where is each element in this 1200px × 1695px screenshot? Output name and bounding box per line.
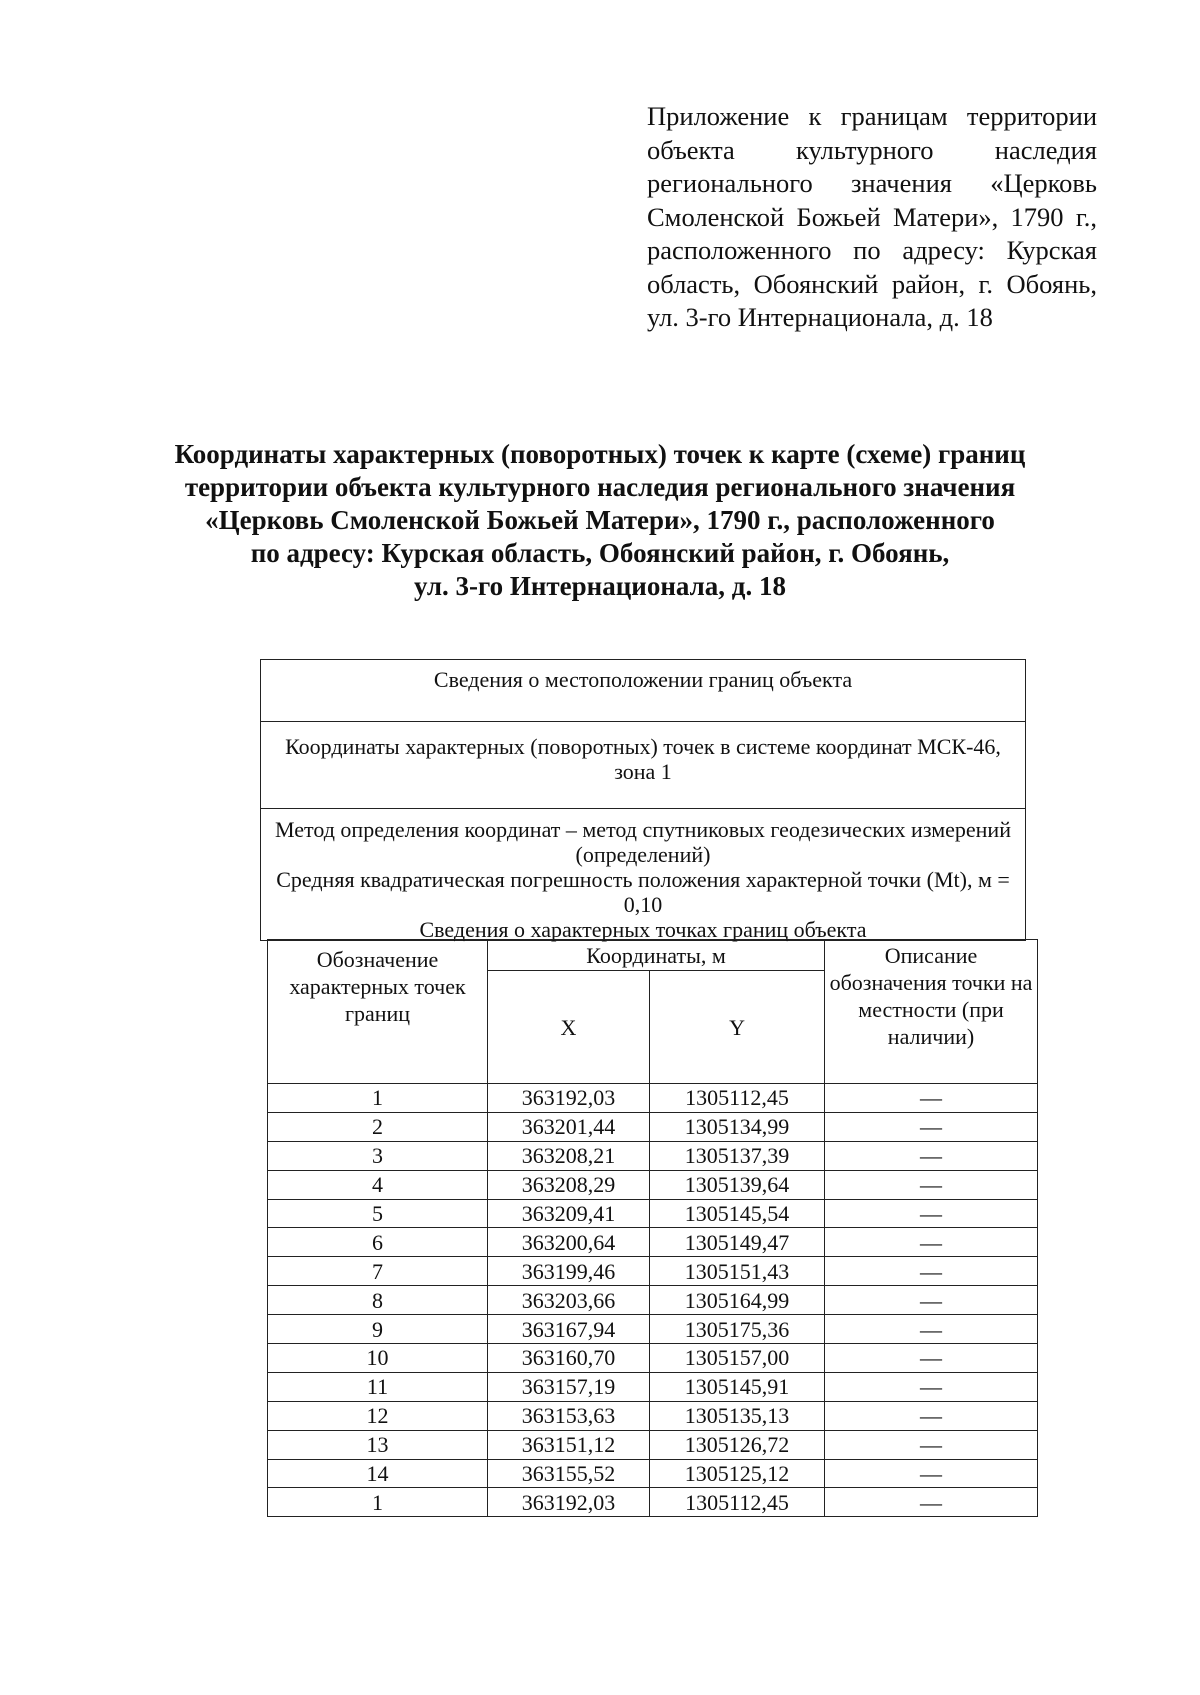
- table-row: [268, 1315, 1038, 1344]
- table-row: [268, 1084, 1038, 1113]
- cell-x: 363208,21: [488, 1141, 650, 1170]
- document-title: [150, 438, 1050, 603]
- table-row: [268, 1170, 1038, 1199]
- accuracy-text: Средняя квадратическая погрешность положения характерной точки (Mt), м = 0,10: [276, 867, 1010, 917]
- coord-system-info: Координаты характерных (поворотных) точек в системе координат МСК-46, зона 1: [261, 722, 1025, 809]
- cell-x: 363155,52: [488, 1459, 650, 1488]
- cell-x: 363151,12: [488, 1430, 650, 1459]
- cell-description: —: [825, 1459, 1038, 1488]
- cell-description: —: [825, 1372, 1038, 1401]
- cell-y: 1305164,99: [650, 1286, 825, 1315]
- header-coordinates: Координаты, м: [488, 940, 825, 971]
- cell-point: 7: [268, 1257, 488, 1286]
- cell-point: 12: [268, 1401, 488, 1430]
- header-x: X: [488, 971, 650, 1084]
- appendix-note: Приложение к границам территории объекта культурного наследия регионального значения «Церковь Смоленской Божьей Матери», 1790 г., расположенного по адресу: Курская область, Обоянский район, г. Обоянь, ул. 3-го Интернационала, д. 18: [647, 101, 1097, 332]
- table-row: [268, 1141, 1038, 1170]
- cell-x: 363157,19: [488, 1372, 650, 1401]
- cell-x: 363160,70: [488, 1344, 650, 1373]
- cell-y: 1305112,45: [650, 1084, 825, 1113]
- cell-x: 363192,03: [488, 1084, 650, 1113]
- cell-description: —: [825, 1401, 1038, 1430]
- cell-y: 1305145,91: [650, 1372, 825, 1401]
- cell-description: —: [825, 1430, 1038, 1459]
- table-row: [268, 1401, 1038, 1430]
- cell-description: —: [825, 1084, 1038, 1113]
- cell-x: 363203,66: [488, 1286, 650, 1315]
- cell-description: —: [825, 1170, 1038, 1199]
- table-row: [268, 1112, 1038, 1141]
- method-info: [261, 809, 1025, 940]
- cell-point: 1: [268, 1084, 488, 1113]
- table-row: [268, 1372, 1038, 1401]
- cell-description: —: [825, 1286, 1038, 1315]
- cell-description: —: [825, 1257, 1038, 1286]
- points-heading: Сведения о характерных точках границ объекта: [419, 917, 867, 942]
- cell-y: 1305112,45: [650, 1488, 825, 1517]
- cell-point: 1: [268, 1488, 488, 1517]
- method-text: Метод определения координат – метод спутниковых геодезических измерений (определений): [275, 817, 1011, 867]
- table-row: [268, 1199, 1038, 1228]
- cell-description: —: [825, 1228, 1038, 1257]
- cell-description: —: [825, 1344, 1038, 1373]
- header-y: Y: [650, 971, 825, 1084]
- cell-description: —: [825, 1488, 1038, 1517]
- cell-y: 1305134,99: [650, 1112, 825, 1141]
- title-line: ул. 3-го Интернационала, д. 18: [414, 571, 786, 601]
- cell-y: 1305151,43: [650, 1257, 825, 1286]
- table-row: [268, 1286, 1038, 1315]
- cell-x: 363200,64: [488, 1228, 650, 1257]
- cell-point: 11: [268, 1372, 488, 1401]
- cell-description: —: [825, 1141, 1038, 1170]
- header-description: Описание обозначения точки на местности (при наличии): [825, 940, 1038, 1084]
- cell-y: 1305125,12: [650, 1459, 825, 1488]
- cell-y: 1305139,64: [650, 1170, 825, 1199]
- header-designation: Обозначение характерных точек границ: [268, 940, 488, 1084]
- cell-x: 363153,63: [488, 1401, 650, 1430]
- cell-point: 5: [268, 1199, 488, 1228]
- cell-point: 3: [268, 1141, 488, 1170]
- points-table-body: [268, 1084, 1038, 1517]
- cell-x: 363167,94: [488, 1315, 650, 1344]
- cell-point: 9: [268, 1315, 488, 1344]
- table-row: [268, 1257, 1038, 1286]
- cell-x: 363192,03: [488, 1488, 650, 1517]
- table-row: [268, 1430, 1038, 1459]
- table-row: [268, 1488, 1038, 1517]
- cell-y: 1305135,13: [650, 1401, 825, 1430]
- title-line: по адресу: Курская область, Обоянский район, г. Обоянь,: [250, 538, 950, 568]
- table-row: [268, 1228, 1038, 1257]
- cell-description: —: [825, 1315, 1038, 1344]
- cell-y: 1305126,72: [650, 1430, 825, 1459]
- cell-point: 6: [268, 1228, 488, 1257]
- cell-point: 4: [268, 1170, 488, 1199]
- cell-point: 2: [268, 1112, 488, 1141]
- cell-x: 363209,41: [488, 1199, 650, 1228]
- points-table: [267, 939, 1038, 1517]
- cell-x: 363199,46: [488, 1257, 650, 1286]
- cell-description: —: [825, 1112, 1038, 1141]
- cell-y: 1305157,00: [650, 1344, 825, 1373]
- table-row: [268, 1459, 1038, 1488]
- location-heading: Сведения о местоположении границ объекта: [261, 660, 1025, 722]
- title-line: территории объекта культурного наследия регионального значения: [184, 472, 1016, 502]
- cell-point: 14: [268, 1459, 488, 1488]
- table-row: [268, 1344, 1038, 1373]
- boundary-info-box: [260, 659, 1026, 941]
- cell-y: 1305149,47: [650, 1228, 825, 1257]
- cell-x: 363208,29: [488, 1170, 650, 1199]
- cell-y: 1305175,36: [650, 1315, 825, 1344]
- cell-point: 13: [268, 1430, 488, 1459]
- cell-y: 1305137,39: [650, 1141, 825, 1170]
- cell-point: 10: [268, 1344, 488, 1373]
- cell-point: 8: [268, 1286, 488, 1315]
- title-line: «Церковь Смоленской Божьей Матери», 1790 г., расположенного: [205, 505, 995, 535]
- cell-y: 1305145,54: [650, 1199, 825, 1228]
- cell-x: 363201,44: [488, 1112, 650, 1141]
- cell-description: —: [825, 1199, 1038, 1228]
- title-line: Координаты характерных (поворотных) точек к карте (схеме) границ: [174, 439, 1026, 469]
